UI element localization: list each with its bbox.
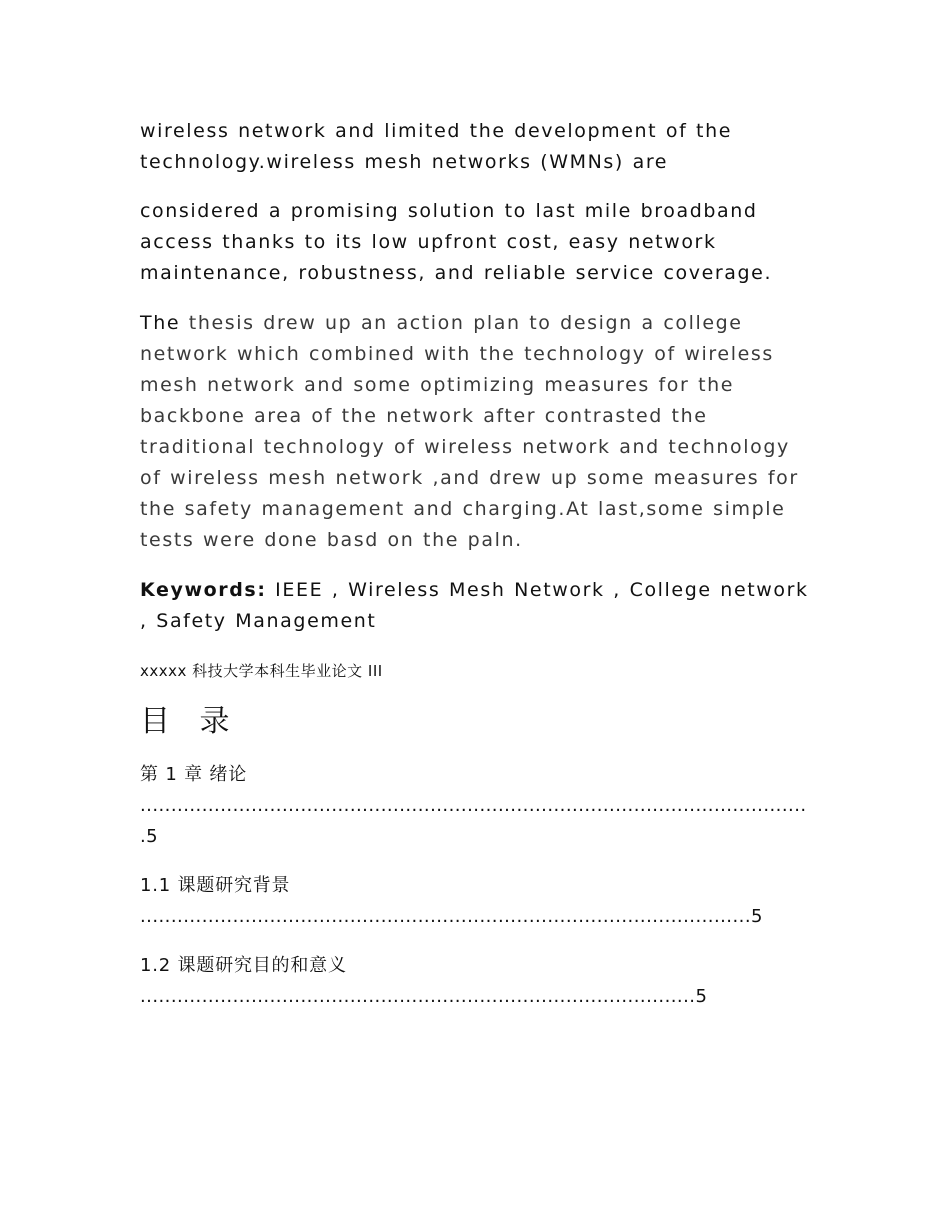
abstract-paragraph-3	[140, 308, 810, 556]
toc-entry-leader-and-page: ..........................................................................................5	[140, 986, 708, 1007]
toc-entry-leader-and-page: .............................................................................................................5	[140, 795, 807, 847]
keywords-text: IEEE , Wireless Mesh Network , College network , Safety Management	[140, 579, 809, 632]
abstract-paragraph-3-lead: The	[140, 312, 181, 334]
keywords-label: Keywords:	[140, 579, 267, 601]
toc-entry-label: 第 1 章 绪论	[140, 764, 248, 785]
abstract-paragraph-1: wireless network and limited the development of the technology.wireless mesh networks (WMNs) are	[140, 120, 733, 173]
toc-entry-leader-and-page: ...................................................................................................5	[140, 906, 763, 927]
running-header: xxxxx 科技大学本科生毕业论文 III	[140, 662, 383, 680]
toc-entry-section-1-2[interactable]	[140, 950, 810, 1012]
table-of-contents	[140, 759, 810, 1012]
abstract-paragraph-2: considered a promising solution to last mile broadband access thanks to its low upfront cost, easy network maintenance, robustness, and reliable service coverage.	[140, 200, 773, 284]
toc-entry-label: 1.1 课题研究背景	[140, 875, 291, 896]
document-page	[140, 116, 810, 1030]
toc-entry-chapter-1[interactable]	[140, 759, 810, 852]
keywords-line	[140, 575, 810, 637]
toc-entry-section-1-1[interactable]	[140, 870, 810, 932]
toc-entry-label: 1.2 课题研究目的和意义	[140, 955, 347, 976]
toc-title: 目 录	[140, 704, 240, 739]
abstract-paragraph-3-body: thesis drew up an action plan to design a college network which combined with the technology of wireless mesh network and some optimizing measures for the backbone area of the network after contrasted the traditional technology of wireless network and technology of wireless mesh network ,and drew up some measures for the safety management and charging.At last,some simple tests were done basd on the paln.	[140, 312, 799, 551]
